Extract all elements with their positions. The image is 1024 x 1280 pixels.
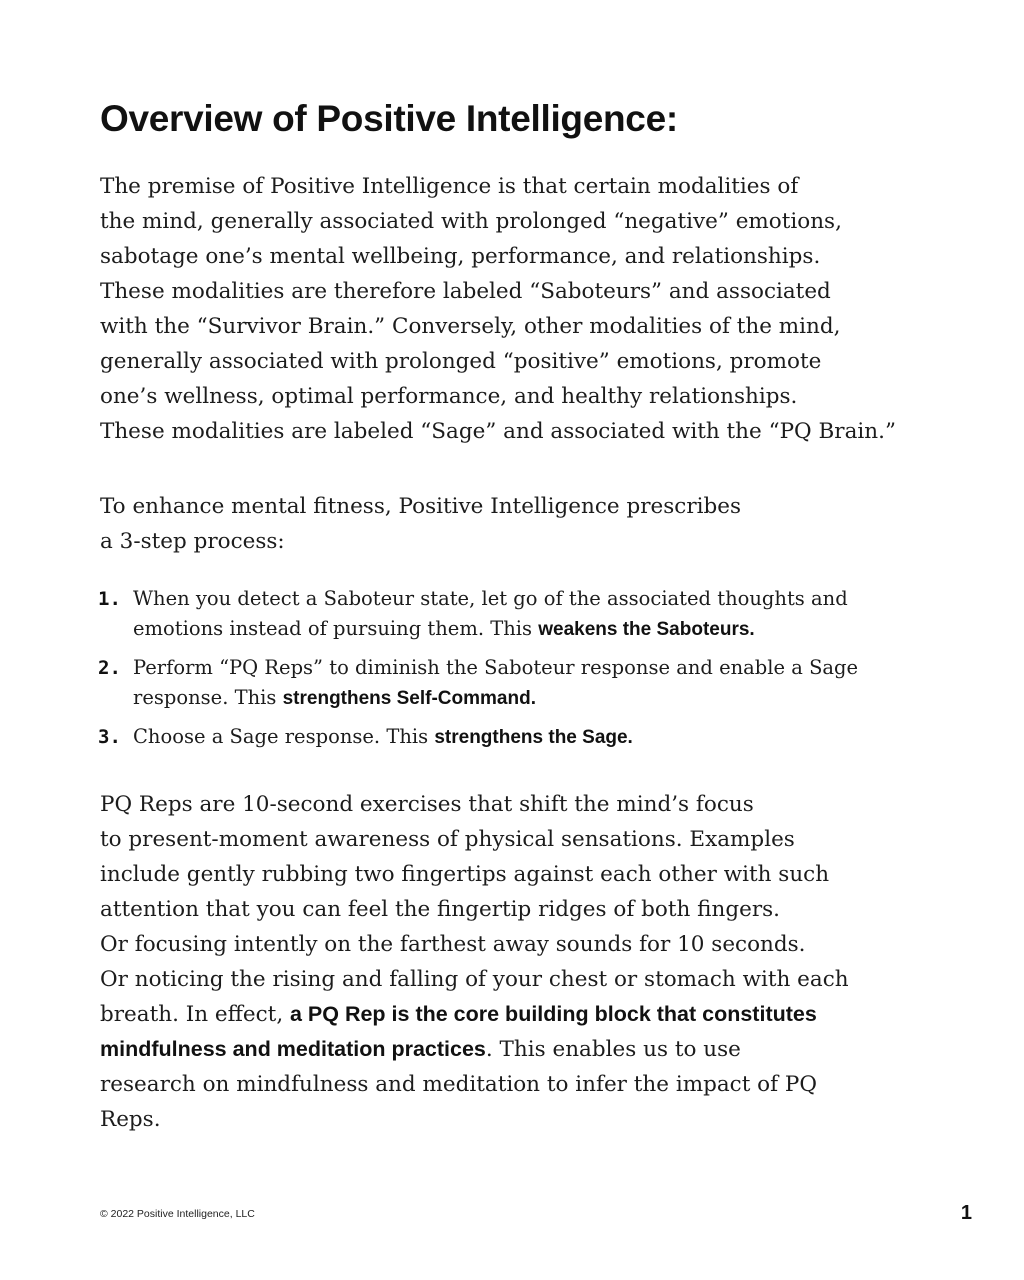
page-title: Overview of Positive Intelligence:	[100, 98, 678, 139]
text-line-mixed	[100, 997, 849, 1032]
step-emphasis: strengthens Self-Command.	[282, 688, 536, 709]
step-text: Choose a Sage response. This	[133, 725, 435, 748]
text-line: These modalities are labeled “Sage” and associated with the “PQ Brain.”	[100, 419, 896, 444]
text-line: the mind, generally associated with prolonged “negative” emotions,	[100, 209, 842, 234]
step-item	[98, 584, 918, 645]
step-text: response. This	[133, 686, 283, 709]
step-number: 1.	[98, 588, 121, 610]
text-line: The premise of Positive Intelligence is that certain modalities of	[100, 174, 799, 199]
text-line: sabotage one’s mental wellbeing, performance, and relationships.	[100, 244, 821, 269]
step-number: 2.	[98, 657, 121, 679]
step-text-line	[133, 614, 918, 645]
text-line: include gently rubbing two fingertips against each other with such	[100, 862, 830, 887]
step-text: emotions instead of pursuing them. This	[133, 617, 539, 640]
text-line: Or focusing intently on the farthest away sounds for 10 seconds.	[100, 932, 806, 957]
text-emphasis: a PQ Rep is the core building block that constitutes	[289, 1002, 817, 1026]
text-line: one’s wellness, optimal performance, and healthy relationships.	[100, 384, 798, 409]
step-item	[98, 653, 918, 714]
text-emphasis: mindfulness and meditation practices	[100, 1037, 486, 1061]
text-line: These modalities are therefore labeled “Saboteurs” and associated	[100, 279, 831, 304]
text-line-mixed	[100, 1032, 849, 1067]
text-line: PQ Reps are 10-second exercises that shift the mind’s focus	[100, 792, 754, 817]
step-emphasis: weakens the Saboteurs.	[538, 619, 755, 640]
process-intro-paragraph	[100, 489, 741, 559]
text-line: with the “Survivor Brain.” Conversely, other modalities of the mind,	[100, 314, 841, 339]
step-emphasis: strengthens the Sage.	[434, 727, 633, 748]
text-line: Or noticing the rising and falling of your chest or stomach with each	[100, 967, 849, 992]
step-text: Perform “PQ Reps” to diminish the Saboteur response and enable a Sage	[133, 656, 859, 679]
step-text: When you detect a Saboteur state, let go of the associated thoughts and	[133, 587, 848, 610]
text-line: To enhance mental fitness, Positive Intelligence prescribes	[100, 494, 741, 519]
step-text-line	[133, 683, 918, 714]
steps-list	[98, 584, 918, 761]
premise-paragraph	[100, 169, 896, 449]
text-line: Reps.	[100, 1107, 161, 1132]
page-number: 1	[960, 1202, 972, 1224]
text-segment: . This enables us to use	[485, 1037, 741, 1062]
text-line: generally associated with prolonged “positive” emotions, promote	[100, 349, 822, 374]
text-line: research on mindfulness and meditation to infer the impact of PQ	[100, 1072, 818, 1097]
step-number: 3.	[98, 726, 121, 748]
pq-reps-paragraph	[100, 787, 849, 1137]
text-line: a 3-step process:	[100, 529, 285, 554]
text-line: to present-moment awareness of physical sensations. Examples	[100, 827, 795, 852]
copyright-notice: © 2022 Positive Intelligence, LLC	[100, 1208, 255, 1220]
step-text-line	[133, 722, 918, 753]
text-segment: breath. In effect,	[100, 1002, 290, 1027]
text-line: attention that you can feel the fingertip ridges of both fingers.	[100, 897, 780, 922]
step-item	[98, 722, 918, 753]
